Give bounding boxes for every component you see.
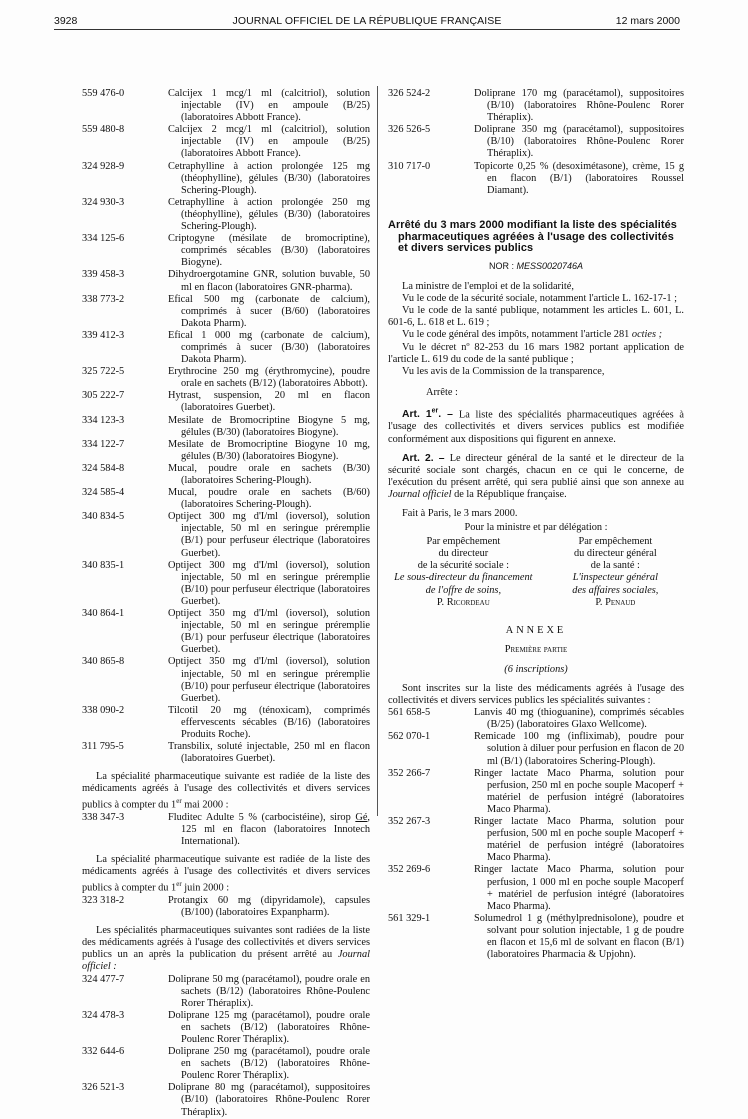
signature-line: de la sécurité sociale : <box>417 560 510 572</box>
entry-text: Topicorte 0,25 % (desoximétasone), crème, 15 g en flacon (B/1) (laboratoires Roussel Diamant). <box>474 160 684 196</box>
list-item <box>388 913 684 961</box>
entry-text: Calcijex 1 mcg/1 ml (calcitriol), solution injectable (IV) en ampoule (B/25) (laboratoires Abbott France). <box>168 88 370 124</box>
entry-code: 326 521-3 <box>82 1082 125 1094</box>
left-column <box>82 88 370 1119</box>
signatures <box>388 536 684 609</box>
entry-list-additions <box>82 88 370 765</box>
list-item <box>82 439 370 463</box>
signature-left <box>380 536 547 609</box>
list-item <box>82 88 370 124</box>
list-item <box>82 330 370 366</box>
signature-title: des affaires sociales, <box>572 584 659 596</box>
entry-list-continued <box>388 88 684 197</box>
article-1-text: La liste des spécialités pharmaceutiques agréées à l'usage des collectivités et divers services publics est modifiée conformément aux dispositions qui figurent en annexe. <box>388 409 684 445</box>
entry-code: 334 123-3 <box>82 414 125 426</box>
annexe-heading: ANNEXE <box>505 624 567 636</box>
entry-code: 310 717-0 <box>388 160 431 172</box>
premiere-partie-heading: Première partie <box>504 643 568 655</box>
list-item <box>388 707 684 731</box>
list-item <box>82 463 370 487</box>
paragraph-radiation-mai <box>82 771 370 812</box>
entry-list-removals <box>82 974 370 1119</box>
signature-title: L'inspecteur général <box>572 572 658 584</box>
list-item <box>388 768 684 816</box>
entry-text: Doliprane 350 mg (paracétamol), suppositoires (B/10) (laboratoires Rhône-Poulenc Rorer Théraplix). <box>474 124 684 160</box>
list-item <box>82 895 370 919</box>
article-2-text: de la République française. <box>451 488 567 500</box>
paragraph-text: Vu le code général des impôts, notamment l'article 281 <box>402 329 632 341</box>
list-item <box>388 88 684 124</box>
entry-text: Optiject 350 mg d'I/ml (ioversol), solution injectable, 50 ml en seringue préremplie (B/1) pour perfuseur électrique (laboratoires Guerbet). <box>168 608 370 656</box>
article-2-label: Art. 2. – <box>402 452 450 464</box>
entry-text: Lanvis 40 mg (thioguanine), comprimés sécables (B/25) (laboratoires Glaxo Wellcome). <box>474 707 684 731</box>
entry-text: Mesilate de Bromocriptine Biogyne 10 mg, gélules (B/30) (laboratoires Biogyne). <box>168 438 370 462</box>
entry-code: 324 928-9 <box>82 160 125 172</box>
entry-list-annex <box>388 707 684 961</box>
entry-text: Mesilate de Bromocriptine Biogyne 5 mg, gélules (B/30) (laboratoires Biogyne). <box>168 414 370 438</box>
signature-line: Par empêchement <box>426 536 501 548</box>
entry-code: 338 090-2 <box>82 704 125 716</box>
entry-text: Ringer lactate Maco Pharma, solution pour perfusion, 1 000 ml en poche souple Macoperf + matériel de perfusion intégré (laboratoires Maco Pharma). <box>474 864 684 912</box>
nor-code: MESS0020746A <box>516 260 584 271</box>
entry-code: 559 476-0 <box>82 88 125 99</box>
signatory-name: P. Ricordeau <box>436 596 490 608</box>
entry-code: 340 834-5 <box>82 511 125 523</box>
article-label-text: Art. 1 <box>402 409 432 421</box>
entry-code: 339 458-3 <box>82 269 125 281</box>
list-item <box>82 487 370 511</box>
ministre-line: La ministre de l'emploi et de la solidarité, <box>402 281 574 293</box>
entry-code: 324 930-3 <box>82 196 125 208</box>
entry-text: Solumedrol 1 g (méthylprednisolone), poudre et solvant pour solution injectable, 1 g de poudre en flacon et 15,6 ml de solvant en flacon (B/1) (laboratoires Pharmacia & Upjohn). <box>474 912 684 961</box>
paragraph-text: juin 2000 : <box>181 882 230 894</box>
article-2-text: Le directeur général de la santé et le directeur de la sécurité sociale sont chargés, chacun en ce qui le concerne, de l'exécution du présent arrêté, qui sera publié ainsi que son annexe au <box>388 452 684 488</box>
nor-reference <box>388 260 684 272</box>
vu-5: Vu les avis de la Commission de la transparence, <box>402 365 605 377</box>
entry-code: 325 722-5 <box>82 366 125 378</box>
signature-line: Par empêchement <box>578 536 653 548</box>
generic-mark: Gé <box>355 811 368 823</box>
fait-a-paris: Fait à Paris, le 3 mars 2000. <box>402 507 518 519</box>
vu-2: Vu le code de la santé publique, notamment les articles L. 601, L. 601-6, L. 618 et L. 619 ; <box>388 305 684 329</box>
list-item <box>82 812 370 848</box>
italic-text: octies ; <box>631 329 663 341</box>
entry-text: Doliprane 80 mg (paracétamol), suppositoires (B/10) (laboratoires Rhône-Poulenc Rorer Théraplix). <box>168 1082 370 1118</box>
entry-text: Erythrocine 250 mg (érythromycine), poudre orale en sachets (B/12) (laboratoires Abbott). <box>168 366 370 390</box>
list-item <box>82 705 370 741</box>
superscript: er <box>176 880 182 889</box>
vu-3 <box>388 329 684 341</box>
list-item <box>82 197 370 233</box>
list-item <box>82 560 370 608</box>
pour-la-ministre: Pour la ministre et par délégation : <box>464 522 608 534</box>
sont-inscrites: Sont inscrites sur la liste des médicaments agréés à l'usage des collectivités et divers services publics les spécialités suivantes : <box>388 683 684 707</box>
column-divider <box>377 86 378 816</box>
signatory-name: P. Penaud <box>595 596 636 608</box>
entry-text: Efical 500 mg (carbonate de calcium), comprimés à sucer (B/60) (laboratoires Dakota Pharm). <box>168 293 370 329</box>
entry-code: 352 266-7 <box>388 767 431 779</box>
list-item <box>82 741 370 765</box>
paragraph-radiation-un-an <box>82 925 370 973</box>
entry-code: 324 478-3 <box>82 1009 125 1021</box>
article-1 <box>388 406 684 446</box>
entry-text: Optiject 300 mg d'I/ml (ioversol), solution injectable, 50 ml en seringue préremplie (B/1) pour perfuseur électrique (laboratoires Guerbet). <box>168 511 370 559</box>
entry-text: Criptogyne (mésilate de bromocriptine), comprimés sécables (B/30) (laboratoires Biogyne). <box>168 233 370 269</box>
entry-code: 326 524-2 <box>388 88 431 99</box>
list-item <box>82 366 370 390</box>
entry-code: 559 480-8 <box>82 124 125 136</box>
inscriptions-count: (6 inscriptions) <box>504 663 568 675</box>
entry-text-part: Fluditec Adulte 5 % (carbocistéine), sirop <box>168 811 356 823</box>
paragraph-radiation-juin <box>82 854 370 895</box>
entry-text <box>168 811 370 848</box>
entry-text: Optiject 300 mg d'I/ml (ioversol), solution injectable, 50 ml en seringue préremplie (B/10) pour perfuseur électrique (laboratoires Guerbet). <box>168 559 370 607</box>
superscript: er <box>176 797 182 806</box>
entry-code: 340 865-8 <box>82 656 125 668</box>
entry-text: Cetraphylline à action prolongée 250 mg (théophylline), gélules (B/30) (laboratoires Schering-Plough). <box>168 196 370 233</box>
entry-text: Optiject 350 mg d'I/ml (ioversol), solution injectable, 50 ml en seringue préremplie (B/10) pour perfuseur électrique (laboratoires Guerbet). <box>168 656 370 704</box>
entry-code: 332 644-6 <box>82 1046 125 1058</box>
entry-code: 338 773-2 <box>82 293 125 305</box>
entry-text: Dihydroergotamine GNR, solution buvable, 50 ml en flacon (laboratoires GNR-pharma). <box>168 269 370 293</box>
entry-text: Transbilix, soluté injectable, 250 ml en flacon (laboratoires Guerbet). <box>168 741 370 765</box>
decree-title: Arrêté du 3 mars 2000 modifiant la liste des spécialités pharmaceutiques agréées à l'usage des collectivités et divers services publics <box>388 218 677 255</box>
journal-title: JOURNAL OFFICIEL DE LA RÉPUBLIQUE FRANÇAISE <box>232 15 502 27</box>
nor-label: NOR : <box>488 260 517 271</box>
signature-line: du directeur <box>438 548 489 560</box>
list-item <box>82 269 370 293</box>
list-item <box>82 124 370 160</box>
entry-text: Mucal, poudre orale en sachets (B/60) (laboratoires Schering-Plough). <box>168 487 370 511</box>
entry-code: 352 267-3 <box>388 816 431 828</box>
signature-title: Le sous-directeur du financement <box>394 572 533 584</box>
entry-code: 340 835-1 <box>82 559 125 571</box>
list-item <box>82 1046 370 1082</box>
list-item <box>388 124 684 160</box>
entry-text: Efical 1 000 mg (carbonate de calcium), comprimés à sucer (B/30) (laboratoires Dakota Pharm). <box>168 329 370 366</box>
article-1-label <box>402 409 459 420</box>
journal-officiel-italic: Journal officiel <box>388 488 452 500</box>
signature-right <box>547 536 684 609</box>
signature-title: de l'offre de soins, <box>425 584 502 596</box>
journal-officiel-italic: Journal officiel : <box>82 949 370 973</box>
entry-code: 334 122-7 <box>82 438 125 450</box>
entry-code: 334 125-6 <box>82 233 125 245</box>
list-item <box>82 294 370 330</box>
entry-text: Calcijex 2 mcg/1 ml (calcitriol), solution injectable (IV) en ampoule (B/25) (laboratoires Abbott France). <box>168 124 370 160</box>
entry-text: Doliprane 125 mg (paracétamol), poudre orale en sachets (B/12) (laboratoires Rhône-Poulenc Rorer Théraplix). <box>168 1009 370 1045</box>
list-item <box>388 864 684 912</box>
entry-code: 324 584-8 <box>82 462 125 474</box>
list-item <box>82 608 370 656</box>
signature-line: du directeur général <box>573 548 657 560</box>
entry-code: 324 477-7 <box>82 973 125 985</box>
vu-4: Vu le décret nº 82-253 du 16 mars 1982 portant application de l'article L. 619 du code de la santé publique ; <box>388 341 684 365</box>
entry-code: 338 347-3 <box>82 811 125 823</box>
entry-text: Hytrast, suspension, 20 ml en flacon (laboratoires Guerbet). <box>168 390 370 414</box>
entry-text: Mucal, poudre orale en sachets (B/30) (laboratoires Schering-Plough). <box>168 462 370 486</box>
list-item <box>82 161 370 197</box>
entry-code: 561 329-1 <box>388 912 431 924</box>
signature-line: de la santé : <box>590 560 640 572</box>
entry-code: 326 526-5 <box>388 124 431 136</box>
issue-date: 12 mars 2000 <box>615 15 680 27</box>
list-item <box>82 1010 370 1046</box>
entry-text-part: , 125 ml en flacon (laboratoires Innotech International). <box>181 811 370 848</box>
list-item <box>82 1082 370 1118</box>
entry-code: 352 269-6 <box>388 864 431 876</box>
list-item <box>82 233 370 269</box>
entry-code: 305 222-7 <box>82 390 125 402</box>
page-header <box>54 11 680 29</box>
entry-code: 561 658-5 <box>388 707 431 719</box>
list-item <box>82 415 370 439</box>
entry-text: Cetraphylline à action prolongée 125 mg (théophylline), gélules (B/30) (laboratoires Schering-Plough). <box>168 160 370 196</box>
entry-code: 323 318-2 <box>82 894 125 906</box>
paragraph-text: mai 2000 : <box>181 799 229 811</box>
article-dash: . – <box>438 409 459 421</box>
right-column <box>388 88 684 961</box>
list-item <box>388 816 684 864</box>
article-2 <box>388 453 684 501</box>
entry-code: 340 864-1 <box>82 608 125 620</box>
entry-text: Tilcotil 20 mg (ténoxicam), comprimés effervescents sécables (B/16) (laboratoires Produits Roche). <box>168 704 370 740</box>
entry-text: Ringer lactate Maco Pharma, solution pour perfusion, 500 ml en poche souple Macoperf + matériel de perfusion intégré (laboratoires Maco Pharma). <box>474 816 684 864</box>
entry-code: 324 585-4 <box>82 487 125 499</box>
entry-text: Doliprane 250 mg (paracétamol), poudre orale en sachets (B/12) (laboratoires Rhône-Poulenc Rorer Théraplix). <box>168 1046 370 1082</box>
paragraph-text: La spécialité pharmaceutique suivante est radiée de la liste des médicaments agréés à l'usage des collectivités et divers services publics à compter du 1 <box>82 771 370 811</box>
entry-text: Protangix 60 mg (dipyridamole), capsules (B/100) (laboratoires Expanpharm). <box>168 894 370 919</box>
entry-code: 311 795-5 <box>82 741 124 753</box>
entry-code: 562 070-1 <box>388 731 431 743</box>
superscript: er <box>431 407 439 415</box>
list-item <box>82 511 370 559</box>
entry-text: Ringer lactate Maco Pharma, solution pour perfusion, 250 ml en poche souple Macoperf + matériel de perfusion intégré (laboratoires Maco Pharma). <box>474 767 684 815</box>
list-item <box>388 161 684 197</box>
list-item <box>388 731 684 767</box>
paragraph-text: La spécialité pharmaceutique suivante est radiée de la liste des médicaments agréés à l'usage des collectivités et divers services publics à compter du 1 <box>82 854 370 894</box>
entry-code: 339 412-3 <box>82 329 125 341</box>
paragraph-text: Les spécialités pharmaceutiques suivantes sont radiées de la liste des médicaments agréés à l'usage des collectivités et divers services publics un an après la publication du présent arrêté au <box>82 925 370 961</box>
header-rule <box>54 29 680 30</box>
entry-text: Doliprane 170 mg (paracétamol), suppositoires (B/10) (laboratoires Rhône-Poulenc Rorer Théraplix). <box>474 88 684 124</box>
arrete-heading: Arrête : <box>426 386 458 398</box>
list-item <box>82 390 370 414</box>
vu-1: Vu le code de la sécurité sociale, notamment l'article L. 162-17-1 ; <box>402 293 677 305</box>
list-item <box>82 656 370 704</box>
list-item <box>82 974 370 1010</box>
page-number: 3928 <box>54 15 78 27</box>
entry-text: Remicade 100 mg (infliximab), poudre pour solution à diluer pour perfusion en flacon de 20 ml (B/1) (laboratoires Schering-Plough). <box>474 731 684 767</box>
entry-text: Doliprane 50 mg (paracétamol), poudre orale en sachets (B/12) (laboratoires Rhône-Poulenc Rorer Théraplix). <box>168 973 370 1009</box>
